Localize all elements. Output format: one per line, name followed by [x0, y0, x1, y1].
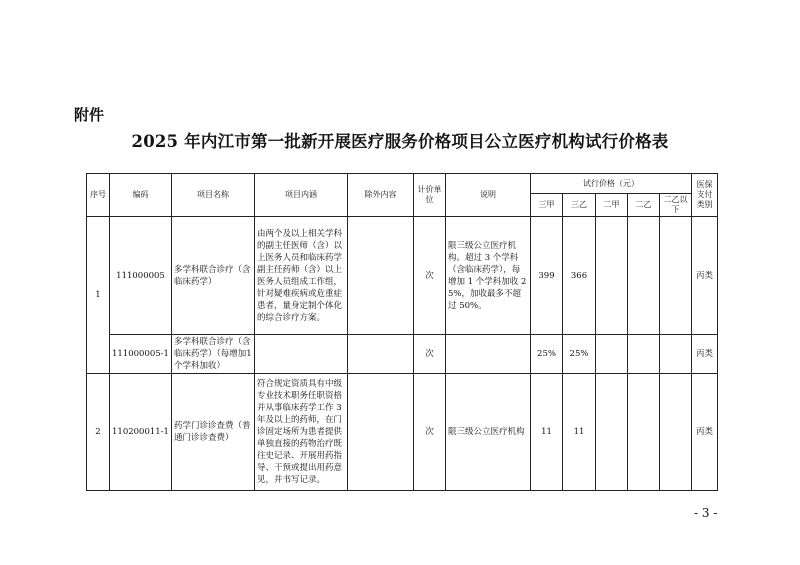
- row-excluded: [348, 335, 414, 374]
- page-number: - 3 -: [694, 506, 718, 520]
- attachment-label: 附件: [74, 106, 105, 124]
- row-insurance: 丙类: [692, 335, 718, 374]
- row-price-tier-3: [596, 217, 628, 335]
- row-note: [446, 335, 531, 374]
- row-name: 药学门诊诊查费（普通门诊诊查费）: [172, 374, 255, 491]
- row-excluded: [348, 217, 414, 335]
- row-price-tier-2: 11: [563, 374, 596, 491]
- table-row: [87, 335, 718, 374]
- row-unit: 次: [414, 217, 446, 335]
- row-code: 111000005: [110, 217, 172, 335]
- row-excluded: [348, 374, 414, 491]
- row-price-tier-1: 25%: [531, 335, 563, 374]
- row-price-tier-4: [628, 217, 660, 335]
- header-tier-3: 二甲: [596, 194, 628, 217]
- header-code: 编码: [110, 174, 172, 217]
- row-price-tier-3: [596, 374, 628, 491]
- row-price-tier-4: [628, 374, 660, 491]
- row-price-tier-1: 399: [531, 217, 563, 335]
- row-price-tier-5: [660, 217, 692, 335]
- row-unit: 次: [414, 335, 446, 374]
- header-tier-1: 三甲: [531, 194, 563, 217]
- header-insurance: 医保支付类别: [692, 174, 718, 217]
- row-content: [255, 335, 348, 374]
- price-table: [86, 173, 718, 491]
- header-content: 项目内涵: [255, 174, 348, 217]
- row-note: 限三级公立医疗机构: [446, 374, 531, 491]
- document-title: 2025 年内江市第一批新开展医疗服务价格项目公立医疗机构试行价格表: [131, 132, 669, 151]
- row-price-tier-5: [660, 335, 692, 374]
- row-no: 2: [87, 374, 110, 491]
- row-insurance: 丙类: [692, 217, 718, 335]
- header-unit: 计价单位: [414, 174, 446, 217]
- header-tier-5: 二乙以下: [660, 194, 692, 217]
- header-tier-2: 三乙: [563, 194, 596, 217]
- row-content: 由两个及以上相关学科的副主任医师（含）以上医务人员和临床药学副主任药师（含）以上医务人员组成工作组，针对疑难疾病或危重症患者，量身定制个体化的综合诊疗方案。: [255, 217, 348, 335]
- row-note: 限三级公立医疗机构。超过 3 个学科（含临床药学），每增加 1 个学科加收 25%，加收最多不超过 50%。: [446, 217, 531, 335]
- header-tier-4: 二乙: [628, 194, 660, 217]
- header-trial-price: 试行价格（元）: [531, 174, 692, 194]
- header-no: 序号: [87, 174, 110, 217]
- table-row: [87, 217, 718, 335]
- row-name: 多学科联合诊疗（含临床药学）: [172, 217, 255, 335]
- row-unit: 次: [414, 374, 446, 491]
- table-row: [87, 374, 718, 491]
- row-insurance: 丙类: [692, 374, 718, 491]
- row-name: 多学科联合诊疗（含临床药学）（每增加1个学科加收）: [172, 335, 255, 374]
- row-price-tier-2: 25%: [563, 335, 596, 374]
- header-name: 项目名称: [172, 174, 255, 217]
- row-price-tier-2: 366: [563, 217, 596, 335]
- row-code: 110200011-1: [110, 374, 172, 491]
- row-price-tier-4: [628, 335, 660, 374]
- row-code: 111000005-1: [110, 335, 172, 374]
- header-excluded: 除外内容: [348, 174, 414, 217]
- row-price-tier-3: [596, 335, 628, 374]
- row-content: 符合规定资质具有中级专业技术职务任职资格并从事临床药学工作 3 年及以上的药师，在门诊固定场所为患者提供单独直接的药物治疗既往史记录、开展用药指导、干预或提出用药意见，并书写记录。: [255, 374, 348, 491]
- row-no: 1: [87, 217, 110, 374]
- row-price-tier-1: 11: [531, 374, 563, 491]
- header-note: 说明: [446, 174, 531, 217]
- row-price-tier-5: [660, 374, 692, 491]
